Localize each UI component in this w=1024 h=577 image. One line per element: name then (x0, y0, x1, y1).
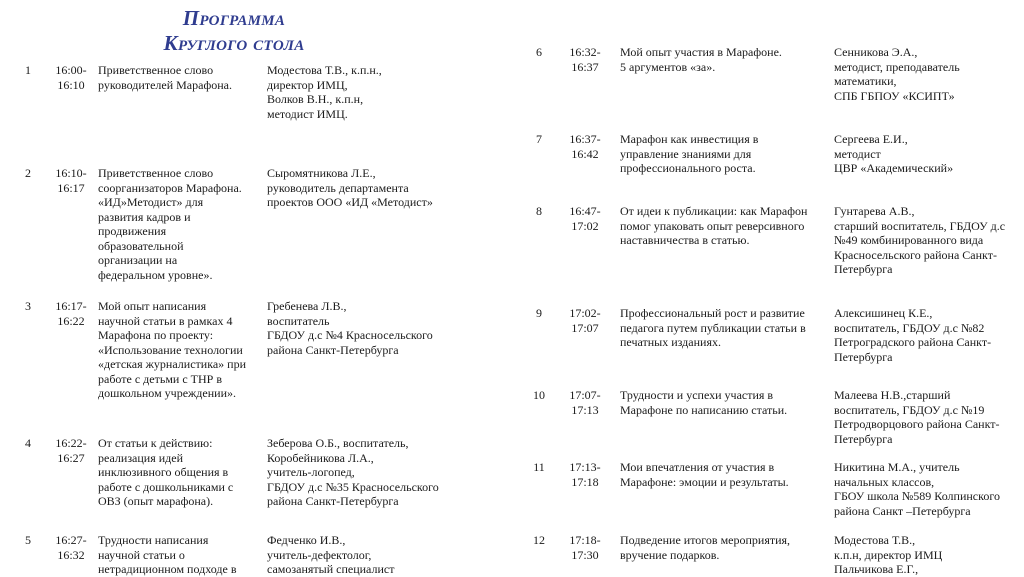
row-speaker (267, 299, 433, 357)
time-line: 16:00- (55, 63, 87, 77)
speaker-line: района Санкт-Петербурга (267, 494, 399, 508)
row-number: 3 (25, 299, 31, 313)
row-topic (98, 299, 246, 401)
speaker-line: ГБДОУ д.с №35 Красносельского (267, 479, 439, 494)
topic-line: научной статьи в рамках 4 (98, 313, 233, 328)
topic-line: реализация идей (98, 450, 184, 465)
speaker-line: СПБ ГБПОУ «КСИПТ» (834, 88, 955, 103)
topic-line: руководителей Марафона. (98, 77, 232, 92)
row-number: 10 (533, 388, 545, 402)
speaker-line: Сыромятникова Л.Е., (267, 166, 376, 180)
row-topic (98, 533, 237, 577)
topic-line: развития кадров и (98, 209, 191, 224)
topic-line: От идеи к публикации: как Марафон (620, 204, 808, 218)
row-topic (620, 45, 782, 74)
time-line: 16:17- (55, 299, 87, 313)
topic-line: 5 аргументов «за». (620, 59, 716, 74)
speaker-line: старший воспитатель, ГБДОУ д.с (834, 218, 1006, 233)
topic-line: управление знаниями для (620, 146, 752, 161)
time-line: 16:37 (571, 59, 599, 74)
speaker-line: математики, (834, 74, 897, 88)
topic-line: Подведение итогов мероприятия, (620, 533, 791, 547)
row-speaker (267, 166, 433, 210)
time-line: 16:22 (57, 313, 85, 328)
row-number: 1 (25, 63, 31, 77)
speaker-line: методист (834, 146, 881, 161)
time-line: 16:27- (55, 533, 87, 547)
topic-line: печатных изданиях. (620, 335, 721, 349)
time-line: 16:32 (57, 547, 85, 562)
time-line: 16:37- (569, 132, 601, 146)
topic-line: профессионального роста. (620, 161, 756, 175)
time-line: 16:10- (55, 166, 87, 180)
time-line: 17:18 (571, 474, 599, 489)
time-line: 16:10 (57, 77, 85, 92)
speaker-line: методист, преподаватель (834, 59, 960, 74)
row-number: 6 (536, 45, 542, 59)
time-line: 17:02- (569, 306, 601, 320)
time-line: 17:07- (569, 388, 601, 402)
topic-line: Мой опыт участия в Марафоне. (620, 45, 782, 59)
row-speaker (267, 533, 394, 577)
speaker-line: ЦВР «Академический» (834, 161, 954, 175)
topic-line: Мой опыт написания (98, 299, 207, 313)
row-topic (620, 388, 787, 417)
topic-line: продвижения (98, 224, 167, 238)
row-topic (620, 204, 807, 248)
title-line-2: Круглого стола (163, 31, 305, 55)
row-number: 9 (536, 306, 542, 320)
topic-line: Приветственное слово (98, 166, 214, 180)
topic-line: наставничества в статью. (620, 233, 750, 247)
speaker-line: Гунтарева А.В., (834, 204, 915, 218)
row-time (562, 533, 608, 562)
speaker-line: ГБДОУ д.с №4 Красносельского (267, 328, 433, 342)
speaker-line: воспитатель, ГБДОУ д.с №19 (834, 402, 985, 417)
speaker-line: Никитина М.А., учитель (834, 460, 960, 474)
topic-line: соорганизаторов Марафона. (98, 180, 242, 195)
row-time (50, 166, 92, 195)
topic-line: «Использование технологии (98, 342, 243, 357)
time-line: 17:13- (569, 460, 601, 474)
row-time (562, 306, 608, 335)
speaker-line: методист ИМЦ. (267, 106, 348, 121)
topic-line: Марафона по проекту: (98, 328, 214, 342)
topic-line: педагога путем публикации статьи в (620, 320, 806, 335)
row-time (50, 299, 92, 328)
row-number: 7 (536, 132, 542, 146)
topic-line: научной статьи о (98, 547, 185, 562)
speaker-line: Алексишинец К.Е., (834, 306, 933, 320)
speaker-line: Коробейникова Л.А., (267, 450, 374, 465)
speaker-line: района Санкт-Петербурга (267, 342, 399, 357)
row-speaker (834, 204, 1005, 277)
topic-line: Мои впечатления от участия в (620, 460, 775, 474)
speaker-line: начальных классов, (834, 474, 935, 489)
speaker-line: учитель-дефектолог, (267, 547, 372, 562)
speaker-line: Модестова Т.В., (834, 533, 916, 547)
row-time (562, 204, 608, 233)
speaker-line: Волков В.Н., к.п.н, (267, 92, 364, 106)
speaker-line: ГБОУ школа №589 Колпинского (834, 489, 1000, 503)
speaker-line: Петербурга (834, 431, 893, 446)
row-speaker (834, 306, 991, 364)
row-time (50, 533, 92, 562)
speaker-line: руководитель департамента (267, 180, 409, 195)
row-number: 5 (25, 533, 31, 547)
time-line: 17:18- (569, 533, 601, 547)
row-topic (98, 63, 232, 92)
row-number: 2 (25, 166, 31, 180)
topic-line: «ИД»Методист» для (98, 195, 204, 209)
speaker-line: Гребенева Л.В., (267, 299, 347, 313)
row-speaker (834, 388, 1000, 446)
topic-line: вручение подарков. (620, 547, 720, 562)
topic-line: «детская журналистика» при (98, 357, 247, 371)
speaker-line: воспитатель, ГБДОУ д.с №82 (834, 320, 985, 335)
topic-line: образовательной (98, 238, 184, 253)
topic-line: инклюзивного общения в (98, 465, 229, 479)
speaker-line: №49 комбинированного вида (834, 233, 984, 247)
row-number: 4 (25, 436, 31, 450)
row-speaker (834, 460, 1000, 518)
row-speaker (834, 132, 953, 176)
row-topic (620, 306, 806, 350)
title-line-1: Программа (182, 6, 286, 30)
row-topic (620, 533, 790, 562)
topic-line: Профессиональный рост и развитие (620, 306, 805, 320)
row-speaker (267, 63, 382, 121)
time-line: 16:32- (569, 45, 601, 59)
row-number: 8 (536, 204, 542, 218)
row-speaker (834, 45, 960, 103)
speaker-line: воспитатель (267, 313, 330, 328)
time-line: 17:30 (571, 547, 599, 562)
topic-line: работе с дошкольниками с (98, 479, 234, 494)
speaker-line: учитель-логопед, (267, 465, 355, 479)
row-time (562, 45, 608, 74)
speaker-line: Петроградского района Санкт- (834, 335, 992, 349)
topic-line: организации на (98, 253, 178, 267)
speaker-line: проектов ООО «ИД «Методист» (267, 195, 433, 209)
speaker-line: Красносельского района Санкт- (834, 247, 997, 262)
row-speaker (267, 436, 439, 509)
speaker-line: директор ИМЦ, (267, 77, 348, 92)
time-line: 16:47- (569, 204, 601, 218)
topic-line: работе с детьми с ТНР в (98, 371, 222, 386)
row-number: 11 (533, 460, 545, 474)
speaker-line: Петербурга (834, 349, 893, 364)
topic-line: дошкольном учреждении». (98, 386, 237, 400)
row-time (562, 388, 608, 417)
topic-line: нетрадиционном подходе в (98, 562, 237, 576)
topic-line: Марафоне по написанию статьи. (620, 402, 788, 417)
speaker-line: Модестова Т.В., к.п.н., (267, 63, 382, 77)
row-time (562, 460, 608, 489)
row-topic (98, 436, 233, 509)
page-title (128, 6, 340, 56)
time-line: 16:17 (57, 180, 85, 195)
speaker-line: самозанятый специалист (267, 562, 395, 576)
topic-line: Приветственное слово (98, 63, 214, 77)
speaker-line: к.п.н, директор ИМЦ (834, 547, 943, 562)
speaker-line: Петродворцового района Санкт- (834, 417, 1000, 431)
speaker-line: Федченко И.В., (267, 533, 346, 547)
row-topic (98, 166, 242, 282)
time-line: 16:27 (57, 450, 85, 465)
row-time (50, 63, 92, 92)
row-speaker (834, 533, 942, 577)
topic-line: Марафон как инвестиция в (620, 132, 759, 146)
time-line: 17:13 (571, 402, 599, 417)
topic-line: помог упаковать опыт реверсивного (620, 218, 805, 233)
time-line: 16:42 (571, 146, 599, 161)
time-line: 17:02 (571, 218, 599, 233)
topic-line: ОВЗ (опыт марафона). (98, 494, 214, 508)
speaker-line: Сергеева Е.И., (834, 132, 908, 146)
speaker-line: Малеева Н.В.,старший (834, 388, 951, 402)
speaker-line: района Санкт –Петербурга (834, 503, 971, 518)
topic-line: Трудности написания (98, 533, 209, 547)
row-topic (620, 460, 789, 489)
time-line: 17:07 (571, 320, 599, 335)
row-topic (620, 132, 758, 176)
speaker-line: Петербурга (834, 262, 893, 276)
time-line: 16:22- (55, 436, 87, 450)
speaker-line: Сенникова Э.А., (834, 45, 918, 59)
topic-line: Марафоне: эмоции и результаты. (620, 474, 789, 489)
row-time (562, 132, 608, 161)
speaker-line: Пальчикова Е.Г., (834, 562, 919, 576)
row-number: 12 (533, 533, 545, 547)
speaker-line: Зеберова О.Б., воспитатель, (267, 436, 409, 450)
row-time (50, 436, 92, 465)
topic-line: От статьи к действию: (98, 436, 213, 450)
topic-line: федеральном уровне». (98, 267, 213, 282)
topic-line: Трудности и успехи участия в (620, 388, 774, 402)
